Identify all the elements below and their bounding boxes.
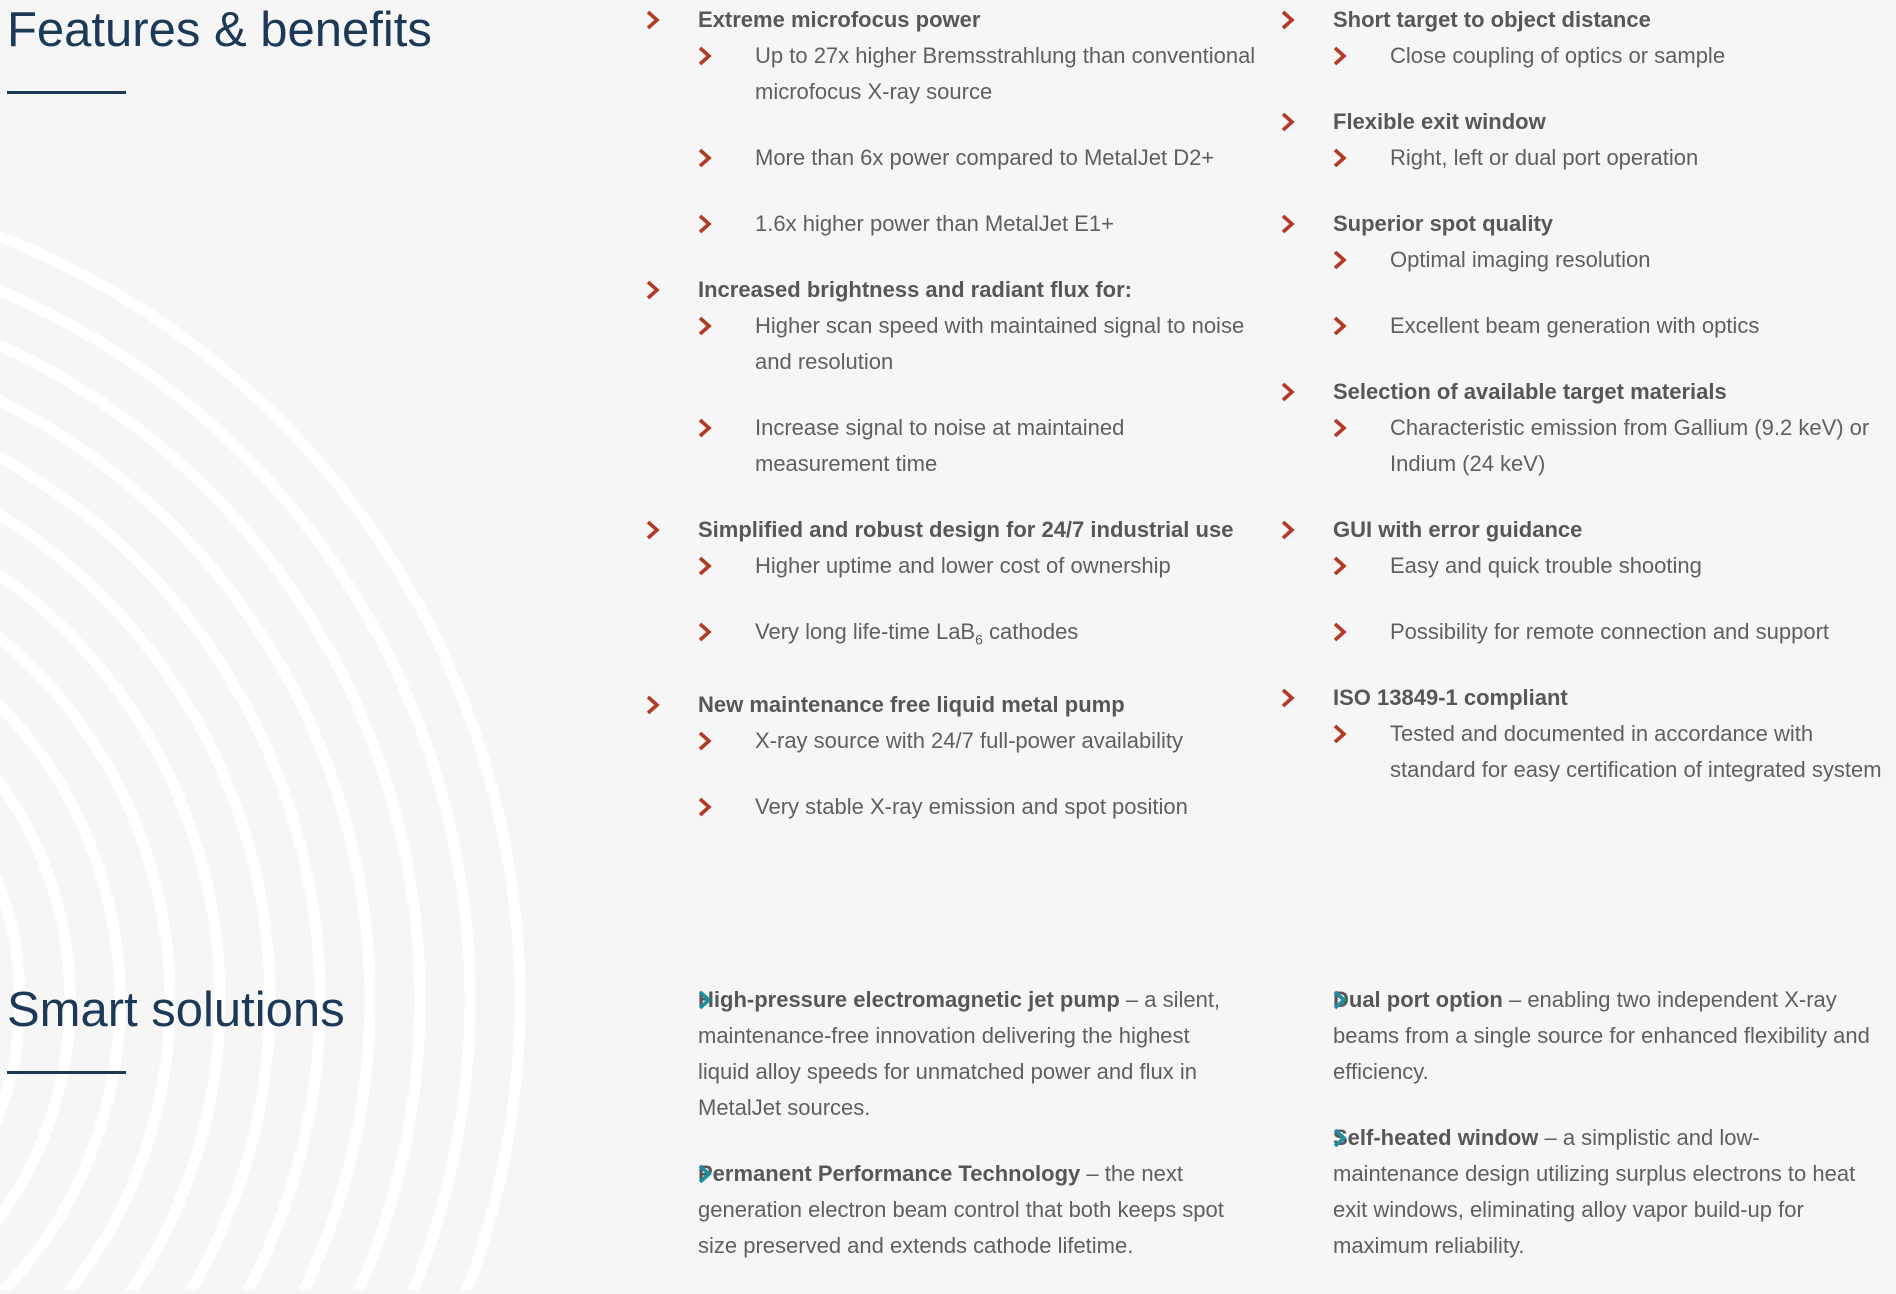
feature-sub-text: More than 6x power compared to MetalJet D2+ (755, 145, 1215, 170)
feature-item (646, 272, 1256, 482)
feature-item (1281, 512, 1896, 650)
feature-sub-text: Excellent beam generation with optics (1390, 313, 1760, 338)
chevron-right-icon (1333, 316, 1347, 336)
chevron-right-icon (646, 695, 660, 715)
feature-sub-item (698, 548, 1256, 584)
chevron-right-icon (1333, 250, 1347, 270)
feature-sub-item (1333, 38, 1896, 74)
feature-sub-item (1333, 308, 1896, 344)
feature-title: Short target to object distance (1333, 7, 1651, 32)
feature-title: New maintenance free liquid metal pump (698, 692, 1125, 718)
chevron-right-icon (698, 316, 712, 336)
feature-sub-text: Up to 27x higher Bremsstrahlung than conventional microfocus X-ray source (755, 43, 1256, 104)
chevron-right-icon (1333, 46, 1347, 66)
feature-title: ISO 13849-1 compliant (1333, 685, 1568, 710)
feature-item (646, 687, 1256, 825)
feature-sub-item (698, 140, 1256, 176)
feature-sub-text: Higher uptime and lower cost of ownership (755, 553, 1171, 578)
feature-title: Superior spot quality (1333, 211, 1554, 236)
chevron-right-icon (1333, 990, 1347, 1010)
chevron-right-icon (1333, 556, 1347, 576)
solution-item (1281, 982, 1881, 1090)
feature-title: Increased brightness and radiant flux for: (698, 277, 1132, 302)
solution-description: – the next generation electron beam control that both keeps spot size preserved and extends cathode lifetime. (698, 1161, 1224, 1258)
solution-description: – enabling two independent X-ray beams from a single source for enhanced flexibility and efficiency. (1333, 987, 1870, 1084)
chevron-right-icon (1281, 214, 1295, 234)
feature-sub-item (698, 38, 1256, 110)
solution-description: – a simplistic and low-maintenance design utilizing surplus electrons to heat exit windows, eliminating alloy vapor build-up for maximum reliability. (1333, 1125, 1856, 1258)
feature-sub-text: Very stable X-ray emission and spot position (755, 794, 1188, 820)
feature-sub-item (1333, 410, 1896, 482)
features-title: Features & benefits (7, 3, 432, 57)
feature-sub-item (698, 206, 1256, 242)
feature-sub-text: Optimal imaging resolution (1390, 247, 1651, 272)
solutions-column-left (646, 982, 1236, 1294)
solutions-title: Smart solutions (7, 983, 345, 1037)
solution-description: – a silent, maintenance-free innovation delivering the highest liquid alloy speeds for unmatched power and flux in MetalJet sources. (698, 987, 1221, 1120)
chevron-right-icon (698, 46, 712, 66)
solutions-title-underline (7, 1071, 126, 1074)
feature-sub-text: cathodes (982, 619, 1079, 644)
feature-sub-list (1333, 38, 1896, 74)
feature-sub-text: Very long life-time LaB (755, 619, 976, 644)
feature-sub-text: Tested and documented in accordance with standard for easy certification of integrated system (1390, 721, 1882, 782)
feature-item (1281, 104, 1896, 176)
chevron-right-icon (1281, 112, 1295, 132)
chevron-right-icon (698, 622, 712, 642)
feature-item (1281, 206, 1896, 344)
features-column-right (1281, 2, 1896, 818)
chevron-right-icon (646, 10, 660, 30)
feature-sub-item (1333, 242, 1896, 278)
chevron-right-icon (698, 990, 712, 1010)
chevron-right-icon (1281, 688, 1295, 708)
chevron-right-icon (1333, 622, 1347, 642)
feature-sub-item (698, 410, 1256, 482)
feature-sub-list (1333, 548, 1896, 650)
feature-sub-text: Easy and quick trouble shooting (1390, 553, 1702, 578)
feature-sub-text: Close coupling of optics or sample (1390, 43, 1726, 68)
chevron-right-icon (1281, 382, 1295, 402)
features-title-underline (7, 91, 126, 94)
feature-sub-list (698, 308, 1256, 482)
feature-sub-text: Right, left or dual port operation (1390, 145, 1699, 170)
feature-item (646, 2, 1256, 242)
chevron-right-icon (1333, 724, 1347, 744)
feature-sub-item (1333, 614, 1896, 650)
feature-sub-item (1333, 548, 1896, 584)
feature-sub-list (1333, 716, 1896, 788)
chevron-right-icon (1333, 418, 1347, 438)
feature-sub-text: Possibility for remote connection and support (1390, 619, 1830, 644)
feature-sub-list (1333, 140, 1896, 176)
feature-title: GUI with error guidance (1333, 517, 1583, 542)
feature-title: Simplified and robust design for 24/7 industrial use (698, 517, 1234, 542)
solution-title: Dual port option (1333, 987, 1503, 1012)
feature-item (646, 512, 1256, 657)
feature-sub-text: 1.6x higher power than MetalJet E1+ (755, 211, 1114, 236)
feature-sub-item (1333, 716, 1896, 788)
chevron-right-icon (698, 797, 712, 817)
chevron-right-icon (1333, 1128, 1347, 1148)
solution-item (646, 1156, 1236, 1264)
chevron-right-icon (1281, 10, 1295, 30)
feature-title: Flexible exit window (1333, 109, 1546, 134)
solutions-column-right (1281, 982, 1881, 1294)
chevron-right-icon (646, 280, 660, 300)
chevron-right-icon (698, 214, 712, 234)
feature-sub-text: Higher scan speed with maintained signal to noise and resolution (755, 313, 1245, 374)
subscript-six: 6 (975, 631, 983, 648)
feature-sub-item (698, 614, 1256, 657)
feature-title: Extreme microfocus power (698, 7, 981, 32)
features-column-left (646, 2, 1256, 855)
feature-sub-item (1333, 140, 1896, 176)
feature-sub-text: X-ray source with 24/7 full-power availability (755, 728, 1183, 754)
chevron-right-icon (698, 1164, 712, 1184)
feature-sub-list (1333, 410, 1896, 482)
feature-sub-list (1333, 242, 1896, 344)
solution-title: High-pressure electromagnetic jet pump (698, 987, 1120, 1012)
chevron-right-icon (698, 731, 712, 751)
feature-sub-item (698, 308, 1256, 380)
solution-item (1281, 1120, 1881, 1264)
feature-sub-list (698, 723, 1256, 825)
chevron-right-icon (646, 520, 660, 540)
solution-title: Permanent Performance Technology (698, 1161, 1081, 1186)
chevron-right-icon (698, 556, 712, 576)
feature-sub-text: Characteristic emission from Gallium (9.2 keV) or Indium (24 keV) (1390, 415, 1870, 476)
feature-sub-list (698, 38, 1256, 242)
feature-sub-item (698, 789, 1256, 825)
feature-sub-item (698, 723, 1256, 759)
feature-item (1281, 2, 1896, 74)
solution-title: Self-heated window (1333, 1125, 1539, 1150)
feature-sub-list (698, 548, 1256, 657)
chevron-right-icon (1333, 148, 1347, 168)
feature-sub-text: Increase signal to noise at maintained measurement time (755, 415, 1125, 476)
chevron-right-icon (698, 148, 712, 168)
feature-item (1281, 374, 1896, 482)
feature-item (1281, 680, 1896, 788)
chevron-right-icon (1281, 520, 1295, 540)
chevron-right-icon (698, 418, 712, 438)
feature-title: Selection of available target materials (1333, 379, 1727, 404)
solution-item (646, 982, 1236, 1126)
